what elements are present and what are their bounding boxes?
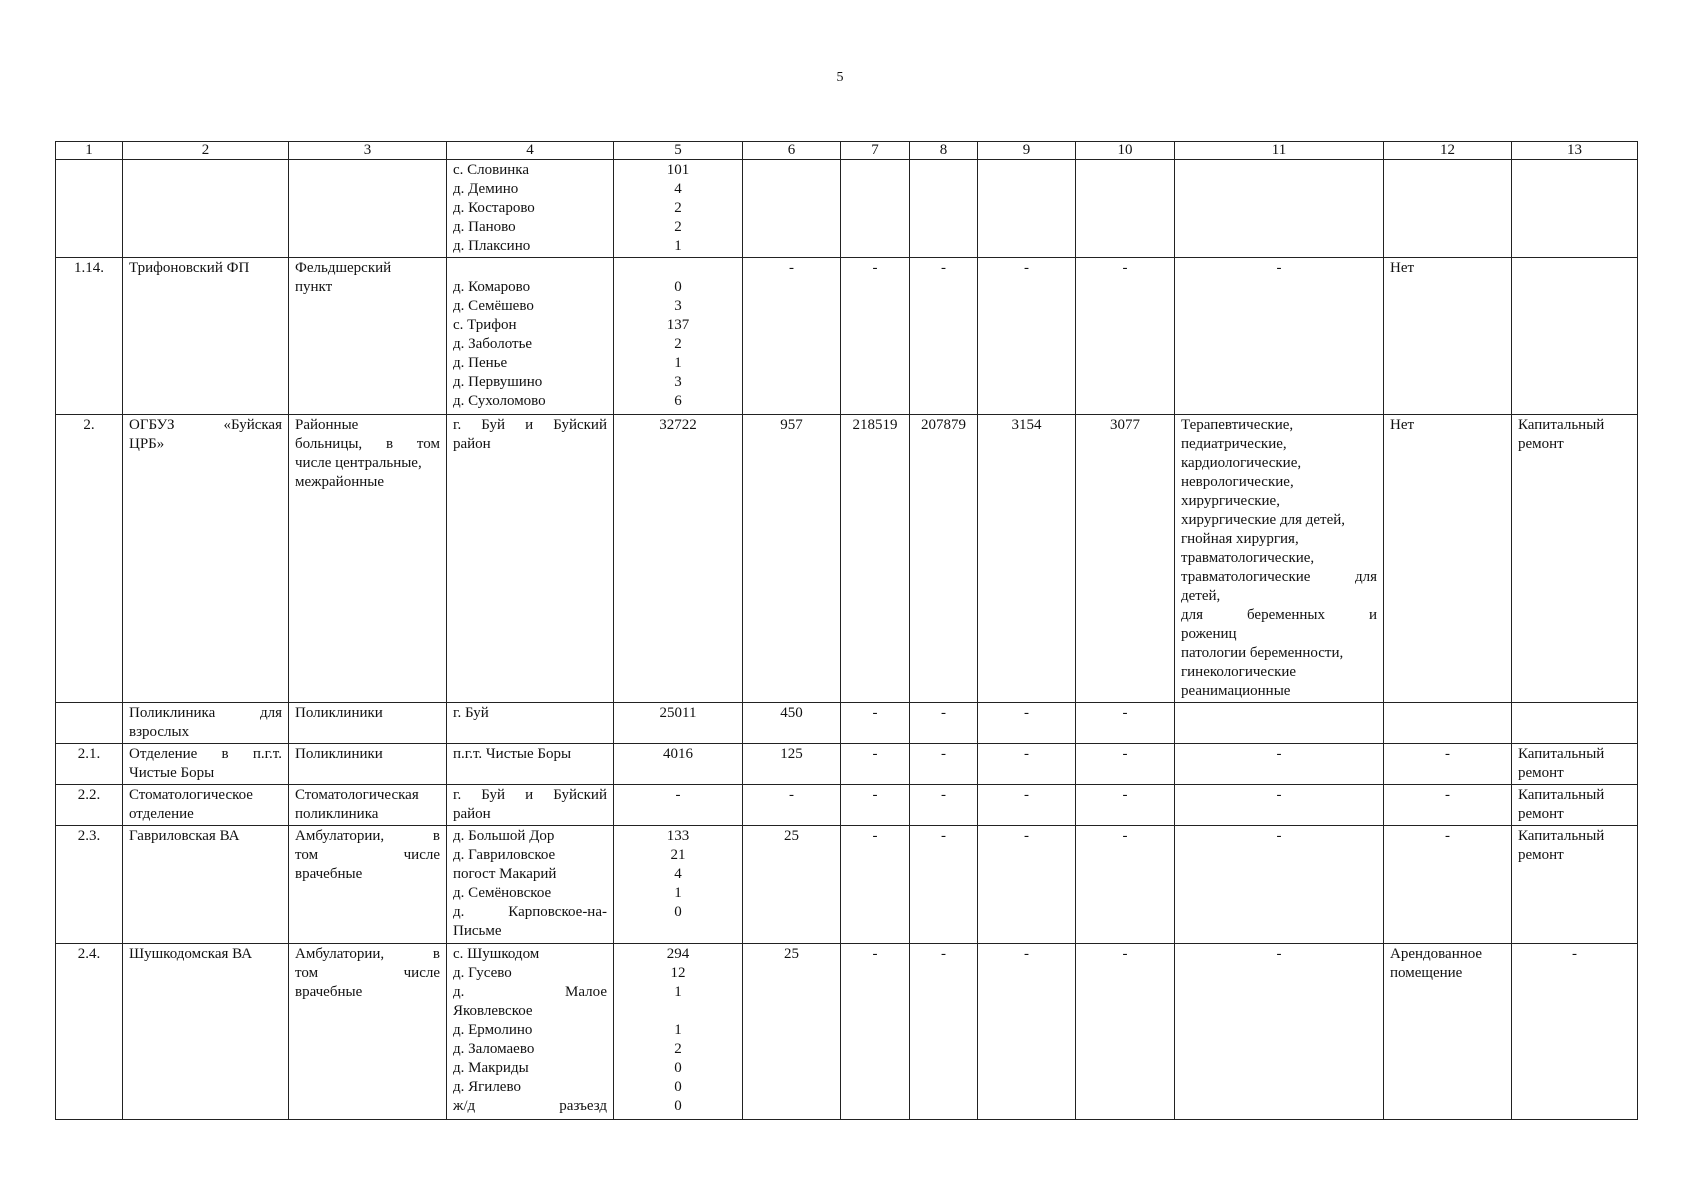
service-area: г. Буй	[447, 703, 614, 744]
cell-value: 450	[743, 703, 841, 744]
facility-name: ОГБУЗ «Буйская ЦРБ»	[123, 415, 289, 703]
facility-name: Отделение в п.г.т. Чистые Боры	[123, 744, 289, 785]
service-area: п.г.т. Чистые Боры	[447, 744, 614, 785]
cell-value: -	[910, 944, 978, 1120]
service-area: г. Буй и Буйский район	[447, 415, 614, 703]
cell-value: 25	[743, 944, 841, 1120]
facility-name: Поликлиника для взрослых	[123, 703, 289, 744]
facility-name: Шушкодомская ВА	[123, 944, 289, 1120]
facility-type: Фельдшерский пункт	[289, 258, 447, 415]
cell-value: -	[978, 785, 1076, 826]
column-number: 10	[1076, 142, 1175, 160]
facility-type: Стоматологическая поликлиника	[289, 785, 447, 826]
column-number: 13	[1512, 142, 1638, 160]
cell-value: 25011	[614, 703, 743, 744]
cell-value: -	[1175, 258, 1384, 415]
column-number: 3	[289, 142, 447, 160]
cell-value: -	[614, 785, 743, 826]
cell-value: -	[841, 826, 910, 944]
column-number: 12	[1384, 142, 1512, 160]
population-list: 101 4 2 2 1	[614, 160, 743, 258]
column-number: 1	[56, 142, 123, 160]
column-number: 8	[910, 142, 978, 160]
cell-value: -	[1175, 944, 1384, 1120]
population-list: 0 3 137 2 1 3 6	[614, 258, 743, 415]
facility-name: Трифоновский ФП	[123, 258, 289, 415]
column-number-row	[56, 142, 1638, 160]
table-row	[56, 826, 1638, 944]
cell-value: -	[841, 703, 910, 744]
cell-value: -	[1076, 258, 1175, 415]
cell-value: -	[1076, 785, 1175, 826]
cell-value: Нет	[1384, 258, 1512, 415]
cell-value: -	[910, 785, 978, 826]
table-row	[56, 160, 1638, 258]
settlements-list: д. Комарово д. Семёшево с. Трифон д. Заболотье д. Пенье д. Первушино д. Сухоломово	[447, 258, 614, 415]
cell-value: -	[978, 703, 1076, 744]
table-row	[56, 258, 1638, 415]
cell-value: -	[1175, 826, 1384, 944]
facility-type: Амбулатории, в том числе врачебные	[289, 826, 447, 944]
cell-value: -	[1384, 826, 1512, 944]
row-number: 2.1.	[56, 744, 123, 785]
cell-value: -	[841, 944, 910, 1120]
row-number: 2.2.	[56, 785, 123, 826]
cell-value: -	[978, 744, 1076, 785]
row-number: 2.	[56, 415, 123, 703]
cell-value: -	[1175, 744, 1384, 785]
cell-value: -	[743, 785, 841, 826]
cell-value: -	[1076, 826, 1175, 944]
cell-value: -	[910, 744, 978, 785]
repair-status: Капитальный ремонт	[1512, 826, 1638, 944]
cell-value: -	[1076, 703, 1175, 744]
repair-status: Капитальный ремонт	[1512, 785, 1638, 826]
repair-status: Капитальный ремонт	[1512, 744, 1638, 785]
cell-value: -	[910, 258, 978, 415]
service-area: г. Буй и Буйский район	[447, 785, 614, 826]
cell-value: -	[1384, 785, 1512, 826]
cell-value: -	[910, 703, 978, 744]
cell-value: 218519	[841, 415, 910, 703]
column-number: 11	[1175, 142, 1384, 160]
cell-value: -	[841, 785, 910, 826]
cell-value: -	[978, 944, 1076, 1120]
cell-value: 25	[743, 826, 841, 944]
page-number: 5	[836, 70, 844, 85]
column-number: 4	[447, 142, 614, 160]
cell-value: 125	[743, 744, 841, 785]
premises-status: Арендованное помещение	[1384, 944, 1512, 1120]
cell-value: -	[1076, 744, 1175, 785]
facility-name: Гавриловская ВА	[123, 826, 289, 944]
column-number: 9	[978, 142, 1076, 160]
population-list: 294 12 1 1 2 0 0 0	[614, 944, 743, 1120]
cell-value: 4016	[614, 744, 743, 785]
cell-value: Нет	[1384, 415, 1512, 703]
settlements-list: с. Шушкодом д. Гусево д. Малое Яковлевское д. Ермолино д. Заломаево д. Макриды д. Ягилево ж/д разъезд	[447, 944, 614, 1120]
table-row	[56, 703, 1638, 744]
facilities-table	[55, 141, 1638, 1120]
repair-status: Капитальный ремонт	[1512, 415, 1638, 703]
settlements-list: д. Большой Дор д. Гавриловское погост Макарий д. Семёновское д. Карповское-на- Письме	[447, 826, 614, 944]
facility-type: Амбулатории, в том числе врачебные	[289, 944, 447, 1120]
cell-value: 957	[743, 415, 841, 703]
table-row	[56, 744, 1638, 785]
row-number: 2.4.	[56, 944, 123, 1120]
cell-value: -	[1175, 785, 1384, 826]
population-list: 133 21 4 1 0	[614, 826, 743, 944]
column-number: 7	[841, 142, 910, 160]
cell-value: -	[1512, 944, 1638, 1120]
column-number: 5	[614, 142, 743, 160]
facility-type: Районные больницы, в том числе центральные, межрайонные	[289, 415, 447, 703]
facility-type: Поликлиники	[289, 744, 447, 785]
cell-value: -	[743, 258, 841, 415]
bed-profiles: Терапевтические, педиатрические, кардиологические, неврологические, хирургические, хирургические для детей, гнойная хирургия, травматологические, травматологические для детей, для беременных и рожениц патологии беременности, гинекологические реанимационные	[1175, 415, 1384, 703]
table-row	[56, 785, 1638, 826]
cell-value: -	[978, 826, 1076, 944]
table-row	[56, 415, 1638, 703]
cell-value: -	[910, 826, 978, 944]
cell-value: -	[1384, 744, 1512, 785]
cell-value: -	[978, 258, 1076, 415]
cell-value: -	[841, 258, 910, 415]
row-number: 1.14.	[56, 258, 123, 415]
cell-value: -	[1076, 944, 1175, 1120]
cell-value: -	[841, 744, 910, 785]
facility-name: Стоматологическое отделение	[123, 785, 289, 826]
table-row	[56, 944, 1638, 1120]
cell-value: 207879	[910, 415, 978, 703]
row-number: 2.3.	[56, 826, 123, 944]
facility-type: Поликлиники	[289, 703, 447, 744]
settlements-list: с. Словинка д. Демино д. Костарово д. Паново д. Плаксино	[447, 160, 614, 258]
cell-value: 3154	[978, 415, 1076, 703]
column-number: 6	[743, 142, 841, 160]
cell-value: 3077	[1076, 415, 1175, 703]
column-number: 2	[123, 142, 289, 160]
cell-value: 32722	[614, 415, 743, 703]
